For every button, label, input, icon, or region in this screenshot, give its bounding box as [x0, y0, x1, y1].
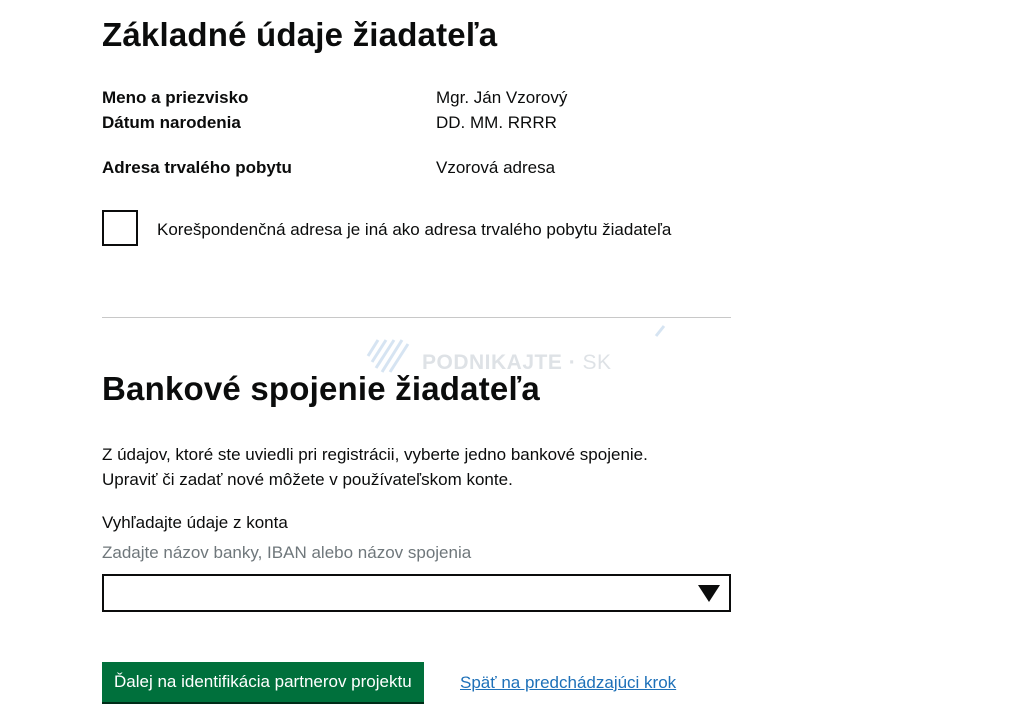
bank-description [102, 442, 648, 492]
watermark-suffix: SK [582, 351, 612, 374]
bank-description-line: Upraviť či zadať nové môžete v používateľskom konte. [102, 470, 513, 489]
info-label: Meno a priezvisko [102, 88, 249, 107]
triangle-down-icon[interactable] [698, 585, 720, 602]
bank-description-line: Z údajov, ktoré ste uviedli pri registrácii, vyberte jedno bankové spojenie. [102, 445, 648, 464]
watermark-text: PODNIKAJTE · SK [422, 351, 612, 374]
bank-account-select[interactable] [102, 574, 731, 612]
watermark-brand: PODNIKAJTE [422, 351, 563, 374]
next-step-button[interactable]: Ďalej na identifikácia partnerov projektu [102, 662, 424, 702]
watermark-accent-icon [654, 324, 668, 338]
back-link[interactable]: Späť na predchádzajúci krok [460, 673, 677, 692]
section-title-basic-info: Základné údaje žiadateľa [102, 16, 498, 53]
section-divider [102, 317, 731, 318]
info-label: Dátum narodenia [102, 113, 241, 132]
info-value: Mgr. Ján Vzorový [436, 88, 568, 107]
correspondence-address-checkbox-row[interactable] [102, 210, 742, 250]
bank-search-hint: Zadajte názov banky, IBAN alebo názov spojenia [102, 543, 472, 562]
bank-search-label: Vyhľadajte údaje z konta [102, 513, 288, 532]
correspondence-address-checkbox[interactable] [102, 210, 138, 246]
correspondence-address-checkbox-label[interactable]: Korešpondenčná adresa je iná ako adresa trvalého pobytu žiadateľa [157, 220, 672, 239]
info-value: DD. MM. RRRR [436, 113, 557, 132]
info-value: Vzorová adresa [436, 158, 556, 177]
section-title-bank-info: Bankové spojenie žiadateľa [102, 370, 540, 407]
info-label: Adresa trvalého pobytu [102, 158, 292, 177]
